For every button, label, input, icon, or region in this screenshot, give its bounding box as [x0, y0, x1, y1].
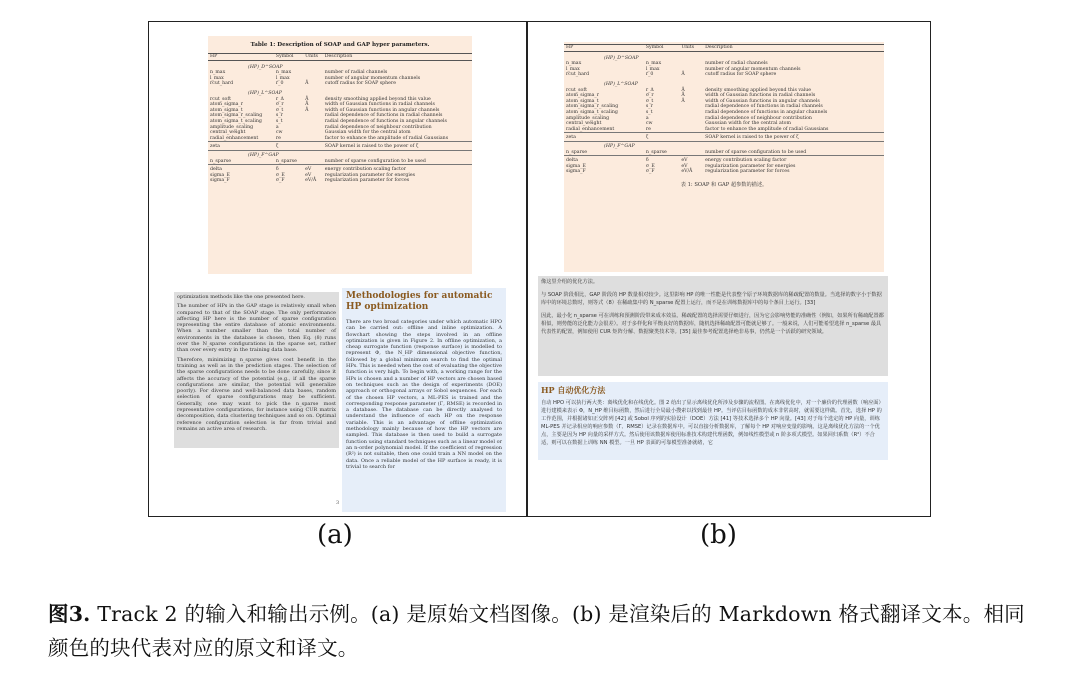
- header-description: Description: [323, 54, 472, 61]
- cell-hp: sigma_F: [566, 169, 586, 175]
- cell-symbol: n_sparse: [645, 149, 667, 155]
- text-block-right-original: [342, 288, 506, 512]
- zh-paragraph-3: 自动 HPO 可以执行两大类：离线优化和在线优化。图 2 给出了显示离线优化所涉及步骤的流程图。在离线优化中，对一个廉价的代理函数（响应面）进行建模来表示 Φ，N_HP 维目标函数，然后进行全局最小搜索以找到最佳 HP。当评估目标函数的成本非常高时，就需要这样做。首先，选择 HP 的工作范围，并根据诸如正交阵列 [42] 或 Sobol 序列的实验设计（DOE）方法 [41] 等技术选择多个 HP 向量。[43] 对于每个选定的 HP 向量，训练 ML-PES 并记录相应的响应参数（Γ、RMSE）记录在数据库中。可以直接分析数据库，了解每个 HP 对响应变量的影响。这是离线优化方法的一个优点，主要是因为 HP 向量的采样方式。然后使用该数据库使用标准技术构建代理函数，例如线性模型或 n 阶多项式模型。如果回归系数（R²）不合适，则可以在数据上训练 NN 模型。一旦 HP 表面的可靠模型准备就绪，它: [541, 400, 884, 446]
- table-title: Table 1: Description of SOAP and GAP hyper parameters.: [250, 42, 430, 48]
- cell-hp: delta: [564, 156, 644, 164]
- caption-text: Track 2 的输入和输出示例。(a) 是原始文档图像。(b) 是渲染后的 Markdown 格式翻译文本。相同颜色的块代表对应的原文和译文。: [48, 602, 1025, 660]
- cell-symbol: n_max: [645, 61, 662, 67]
- page-number: 3: [336, 500, 340, 506]
- cell-symbol: l_max: [275, 75, 290, 81]
- header-description: Description: [703, 45, 884, 52]
- cell-units: Å: [305, 81, 309, 87]
- cell-hp: rcut_soft: [210, 96, 231, 102]
- cell-symbol: r_0: [645, 72, 654, 78]
- cell-hp: atom_sigma_r: [566, 93, 600, 99]
- table-header-row: [564, 45, 884, 52]
- cell-description: number of angular momentum channels: [324, 75, 421, 81]
- cell-units: eV: [305, 172, 312, 178]
- original-document-page: [170, 32, 520, 512]
- cell-units: Å: [305, 102, 309, 108]
- table-row: [208, 119, 472, 125]
- zh-intro: 像这里介绍的优化方法。: [541, 279, 599, 285]
- cell-symbol: r_Δ: [275, 96, 284, 102]
- cell-hp: atom_sigma_t: [210, 107, 243, 113]
- caption-lead: 图3.: [48, 602, 91, 626]
- cell-hp: atom_sigma_r: [210, 102, 244, 108]
- cell-symbol: r_Δ: [645, 87, 654, 93]
- hp-table-translated: [564, 44, 884, 175]
- cell-description: number of sparse configuration to be used: [705, 149, 807, 155]
- group-label: (HP)_D^SOAP: [604, 55, 639, 61]
- cell-description: number of radial channels: [324, 70, 388, 76]
- table-group-row: [208, 150, 472, 158]
- cell-symbol: ζ: [274, 142, 303, 151]
- table-group-row: [208, 87, 472, 97]
- cell-symbol: r_0: [275, 81, 284, 87]
- zh-paragraph-2: 因此，最小化 n_sparse 可在训练和预测阶段带来成本效益。稀疏配置的选择需要仔细进行，因为它会影响势能的准确性（例如，如果所有稀疏配置都相似，则势能的泛化能力会很差）。对于多样化和平衡良好的数据库，随机选择稀疏配置可能就足够了。一般来说，人们可能希望选择 n_sparse 最具代表性的配置，例如使用 CUR 矩阵分解、数据聚类技术等。[35] 最佳参考配置选择绝非易事，仍然是一个活跃的研究领域。: [541, 313, 884, 335]
- translated-document-page: [534, 30, 888, 460]
- cell-hp: central_weight: [566, 121, 602, 127]
- cell-symbol: σ_t: [275, 107, 284, 113]
- cell-symbol: a: [275, 124, 279, 130]
- cell-symbol: δ: [274, 165, 303, 173]
- header-units: Units: [303, 54, 323, 61]
- label-b: (b): [700, 520, 737, 550]
- cell-units: eV: [303, 165, 323, 173]
- cell-symbol: σ_r: [275, 102, 284, 108]
- cell-units: eV/Å: [305, 178, 317, 184]
- cell-description: regularization parameter for forces: [705, 169, 790, 175]
- left-paragraph-original: Therefore, minimizing n_sparse gives cost benefit in the training as well as in the prediction stages. The selection of the sparse configurations needs to be done carefully, since it affects the accuracy of the potential (e.g., if all the sparse configurations are similar, the potential will generalize poorly). For diverse and well-balanced data bases, random selection of sparse configurations may be sufficient. Generally, one may want to pick the n_sparse most representative configurations, for instance using CUR matrix decomposition, data clustering techniques and so on. Optimal reference configuration selection is far from trivial and remains an active area of research.: [177, 356, 336, 432]
- cell-units: [303, 142, 323, 151]
- cell-units: eV: [681, 163, 688, 169]
- cell-description: radial dependence of neighbour contribution: [705, 115, 812, 121]
- cell-symbol: s_t: [645, 109, 653, 115]
- cell-hp: central_weight: [210, 130, 246, 136]
- cell-hp: n_max: [566, 61, 582, 67]
- label-a: (a): [317, 520, 353, 550]
- cell-description: number of sparse configuration to be used: [324, 158, 426, 164]
- cell-description: Gaussian width for the central atom: [705, 121, 791, 127]
- table-group-row: [564, 141, 884, 149]
- group-label: (HP)_D^SOAP: [248, 64, 283, 70]
- cell-hp: amplitude_scaling: [210, 124, 254, 130]
- cell-units: Å: [305, 107, 309, 113]
- section-heading-original: Methodologies for automatic HP optimization: [346, 291, 493, 312]
- cell-symbol: σ_F: [645, 169, 655, 175]
- panel-divider: [526, 21, 528, 517]
- group-label: (HP)_L^SOAP: [248, 90, 282, 96]
- cell-description: energy contribution scaling factor: [323, 165, 472, 173]
- cell-hp: delta: [208, 165, 274, 173]
- cell-description: SOAP kernel is raised to the power of ζ: [703, 133, 884, 142]
- cell-units: Å: [681, 93, 685, 99]
- cell-description: factor to enhance the amplitude of radial Gaussians: [705, 126, 829, 132]
- cell-description: number of angular momentum channels: [705, 66, 801, 72]
- cell-description: factor to enhance the amplitude of radial Gaussians: [324, 135, 449, 141]
- left-paragraph-original: optimization methods like the one presented here.: [177, 294, 306, 300]
- header-units: Units: [679, 45, 703, 52]
- group-label: (HP)_F^GAP: [564, 141, 884, 149]
- text-block-right-translated: [538, 382, 888, 460]
- header-symbol: Symbol: [274, 54, 303, 61]
- cell-units: Å: [681, 87, 685, 93]
- cell-description: width of Gaussian functions in radial channels: [705, 93, 816, 99]
- text-block-left-original: [174, 292, 339, 448]
- cell-description: Gaussian width for the central atom: [324, 130, 411, 136]
- cell-description: density smoothing applied beyond this value: [324, 96, 431, 102]
- cell-units: eV/Å: [681, 169, 693, 175]
- cell-hp: n_sparse: [566, 149, 587, 155]
- cell-hp: l_max: [210, 75, 224, 81]
- cell-hp: rcut_hard: [210, 81, 234, 87]
- table-row: [564, 156, 884, 164]
- cell-symbol: cw: [645, 121, 653, 127]
- cell-description: width of Gaussian functions in angular channels: [705, 98, 820, 104]
- header-hp: HP: [208, 54, 274, 61]
- cell-hp: radial_enhancement: [210, 135, 259, 141]
- cell-description: radial dependence of functions in radial channels: [324, 113, 443, 119]
- cell-hp: sigma_E: [210, 172, 230, 178]
- cell-symbol: re: [275, 135, 281, 141]
- table-row: [208, 142, 472, 151]
- cell-description: SOAP kernel is raised to the power of ζ: [323, 142, 472, 151]
- cell-description: regularization parameter for forces: [324, 178, 410, 184]
- cell-description: density smoothing applied beyond this value: [705, 87, 812, 93]
- cell-description: width of Gaussian functions in radial channels: [324, 102, 435, 108]
- table-group-row: [208, 60, 472, 70]
- cell-description: radial dependence of functions in radial channels: [705, 104, 823, 110]
- table-block-original: [208, 36, 472, 274]
- cell-symbol: n_sparse: [275, 158, 297, 164]
- table-header-row: [208, 54, 472, 61]
- table-row: [208, 165, 472, 173]
- cell-units: [679, 133, 703, 142]
- cell-hp: amplitude_scaling: [566, 115, 610, 121]
- cell-units: Å: [681, 72, 685, 78]
- cell-units: eV: [679, 156, 703, 164]
- cell-hp: atom_sigma_t: [566, 98, 599, 104]
- cell-hp: sigma_F: [210, 178, 230, 184]
- cell-description: cutoff radius for SOAP sphere: [324, 81, 396, 87]
- cell-hp: atom_sigma_t_scaling: [566, 109, 618, 115]
- cell-symbol: cw: [275, 130, 283, 136]
- table-row: [208, 178, 472, 184]
- zh-paragraph-1: 与 SOAP 阶段相比，GAP 阶段的 HP 数量相对较少。这里影响 HP 的唯一性能是代表整个原子环境数据库的稀疏配置的数量。当选择的数字小于数据库中的环境总数时，则等式（8）在稀疏集中的 N_sparse 配置上运行，而不是在训练数据库中的每个条目上运行。[33]: [541, 292, 882, 306]
- cell-symbol: s_t: [275, 118, 283, 124]
- cell-symbol: σ_r: [645, 93, 654, 99]
- cell-symbol: l_max: [645, 66, 660, 72]
- cell-hp: atom_sigma_r_scaling: [210, 113, 263, 119]
- cell-description: cutoff radius for SOAP sphere: [705, 72, 777, 78]
- cell-symbol: s_r: [275, 113, 283, 119]
- cell-symbol: σ_t: [645, 98, 654, 104]
- cell-units: Å: [681, 98, 685, 104]
- cell-hp: atom_sigma_r_scaling: [566, 104, 619, 110]
- table-group-row: [564, 78, 884, 88]
- cell-description: number of radial channels: [705, 61, 768, 67]
- cell-hp: zeta: [564, 133, 644, 142]
- cell-symbol: n_max: [275, 70, 292, 76]
- header-symbol: Symbol: [644, 45, 679, 52]
- cell-description: width of Gaussian functions in angular channels: [324, 107, 440, 113]
- table-group-row: [564, 51, 884, 61]
- cell-hp: rcut_hard: [566, 72, 590, 78]
- cell-hp: zeta: [208, 142, 274, 151]
- table-row: [564, 169, 884, 175]
- cell-symbol: re: [645, 126, 651, 132]
- cell-symbol: σ_F: [275, 178, 285, 184]
- table-row: [564, 133, 884, 142]
- figure-caption: [48, 597, 1038, 665]
- hp-table-original: [208, 53, 472, 184]
- cell-symbol: σ_E: [275, 172, 285, 178]
- text-block-left-translated: [538, 276, 888, 376]
- table-row: [208, 136, 472, 142]
- cell-description: radial dependence of functions in angular channels: [324, 118, 447, 124]
- cell-description: regularization parameter for energies: [324, 172, 416, 178]
- cell-symbol: a: [645, 115, 649, 121]
- header-hp: HP: [564, 45, 644, 52]
- cell-hp: rcut_soft: [566, 87, 587, 93]
- table-block-translated: [564, 42, 884, 272]
- cell-hp: radial_enhancement: [566, 126, 615, 132]
- group-label: (HP)_F^GAP: [208, 150, 472, 158]
- cell-description: radial dependence of functions in angular channels: [705, 109, 828, 115]
- cell-symbol: δ: [644, 156, 679, 164]
- section-paragraph-original: There are two broad categories under which automatic HPO can be carried out: offline and inline optimization. A flowchart showing the steps involved in an offline optimization is given in Figure 2. In offline optimization, a cheap surrogate function (response surface) is modelled to represent Φ, the N_HP dimensional objective function, followed by a global minimum search to find the optimal HPs. This is needed when the cost of evaluating the objective function is very high. To begin with, a working range for the HPs is chosen and a number of HP vectors are chosen based on techniques such as the design of experiments (DOE) approach or orthogonal arrays or Sobol sequences. For each of the chosen HP vectors, a ML-PES is trained and the corresponding response parameter (Γ, RMSE) is recorded in a database. The database can be directly analysed to understand the influence of each HP on the response variable. This is an advantage of offline optimization methodology mainly because of how the HP vectors are sampled. This database is then used to build a surrogate function using standard techniques such as a linear model or an n-order polynomial model. If the coefficient of regression (R²) is not suitable, then one could train a NN model on the data. Once a reliable model of the HP surface is ready, it is trivial to search for: [346, 319, 502, 470]
- section-heading-translated: HP 自动优化方法: [541, 385, 606, 395]
- group-label: (HP)_L^SOAP: [604, 81, 638, 87]
- cell-symbol: ζ: [644, 133, 679, 142]
- cell-description: radial dependence of neighbour contribution: [324, 124, 432, 130]
- cell-description: regularization parameter for energies: [705, 163, 796, 169]
- cell-hp: n_max: [210, 70, 226, 76]
- cell-hp: atom_sigma_t_scaling: [210, 118, 262, 124]
- cell-hp: sigma_E: [566, 163, 586, 169]
- cell-hp: l_max: [566, 66, 580, 72]
- table-caption-translated: 表 1: SOAP 和 GAP 超参数的描述。: [680, 181, 768, 188]
- left-paragraph-original: The number of HPs in the GAP stage is relatively small when compared to that of the SOAP stage. The only performance affecting HP here is the number of sparse configuration representing the entire database of atomic environments. When a number smaller than the total number of environments in the database is chosen, then Eq. (8) runs over the N_sparse configurations in the sparse set, rather than over every entry in the training data base.: [177, 303, 336, 354]
- cell-symbol: σ_E: [645, 163, 655, 169]
- cell-hp: n_sparse: [210, 158, 231, 164]
- cell-description: energy contribution scaling factor: [703, 156, 884, 164]
- cell-units: Å: [305, 96, 309, 102]
- cell-symbol: s_r: [645, 104, 653, 110]
